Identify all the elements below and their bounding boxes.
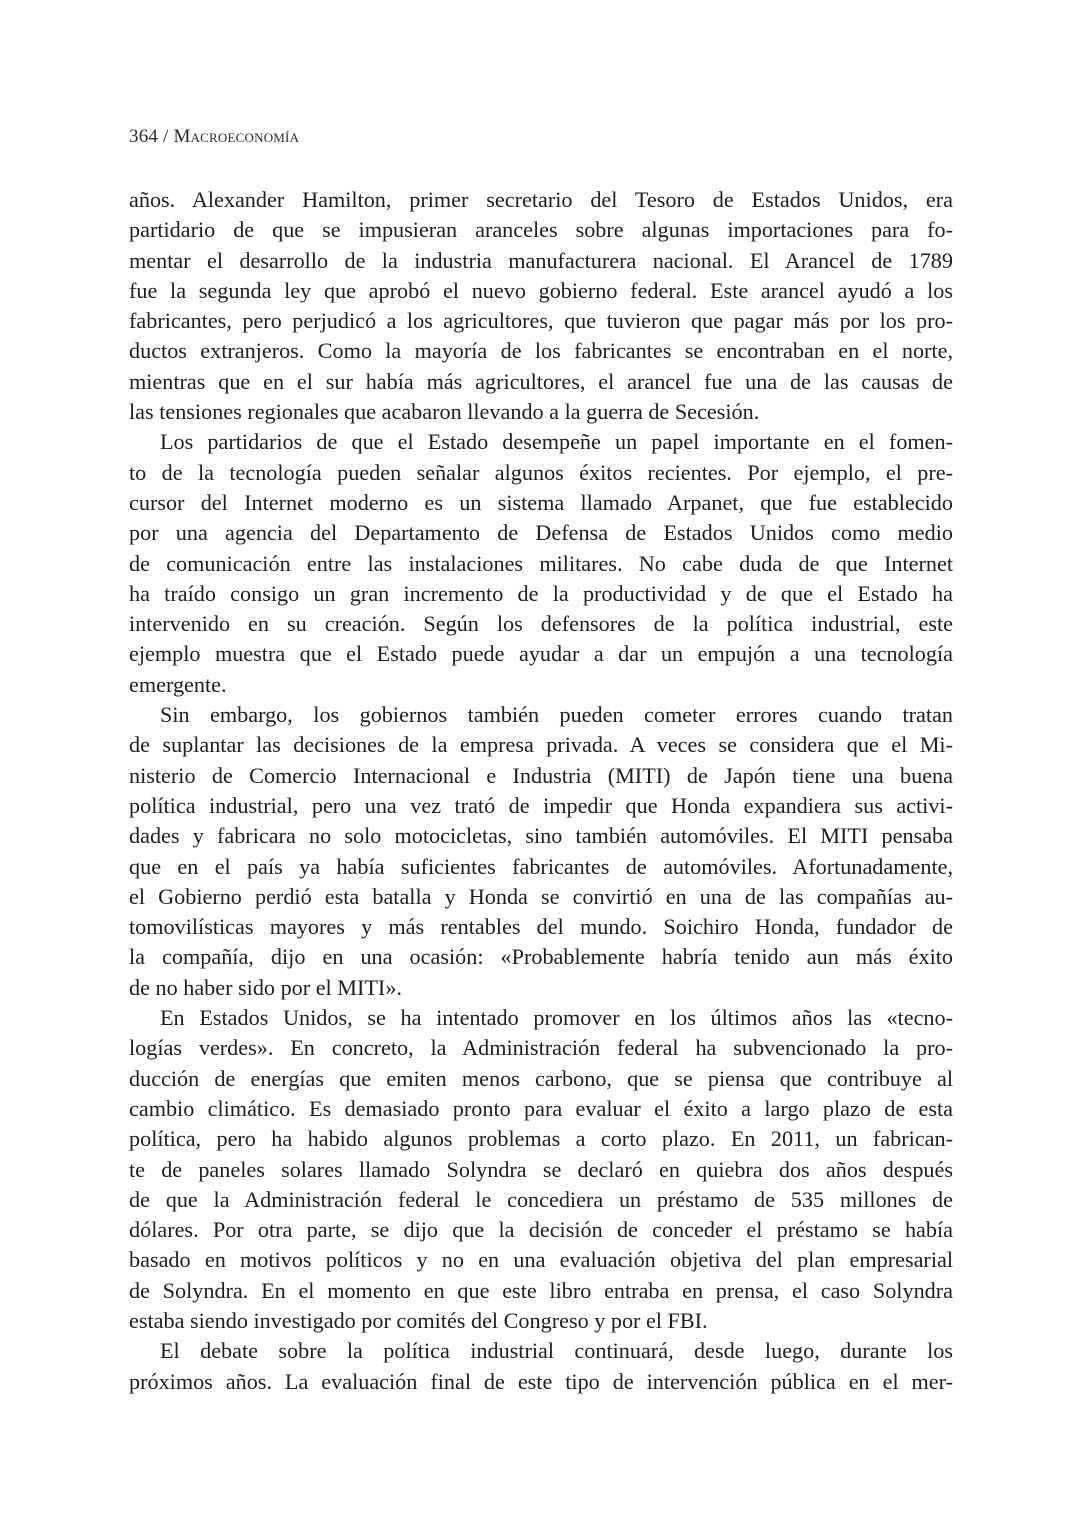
text-line: ejemplo muestra que el Estado puede ayudar a dar un empujón a una tecnología — [129, 641, 953, 667]
text-line: cursor del Internet moderno es un sistema llamado Arpanet, que fue establecido — [129, 489, 953, 515]
text-line: El debate sobre la política industrial continuará, desde luego, durante los — [160, 1338, 953, 1364]
text-line: dades y fabricara no solo motocicletas, sino también automóviles. El MITI pensaba — [129, 823, 953, 849]
text-line: tomovilísticas mayores y más rentables del mundo. Soichiro Honda, fundador de — [129, 914, 953, 940]
book-title: Macroeconomía — [173, 126, 300, 147]
paragraph — [129, 185, 953, 427]
text-line: to de la tecnología pueden señalar algunos éxitos recientes. Por ejemplo, el pre- — [129, 459, 953, 485]
text-line: próximos años. La evaluación final de este tipo de intervención pública en el mer- — [129, 1368, 953, 1394]
text-line: que en el país ya había suficientes fabricantes de automóviles. Afortunadamente, — [129, 853, 953, 879]
text-line: basado en motivos políticos y no en una evaluación objetiva del plan empresarial — [129, 1247, 953, 1273]
text-line: de que la Administración federal le concediera un préstamo de 535 millones de — [129, 1186, 953, 1212]
running-head — [129, 126, 299, 148]
text-line: te de paneles solares llamado Solyndra se declaró en quiebra dos años después — [129, 1156, 953, 1182]
text-line: política industrial, pero una vez trató de impedir que Honda expandiera sus activi- — [129, 792, 953, 818]
text-line: mentar el desarrollo de la industria manufacturera nacional. El Arancel de 1789 — [129, 247, 953, 273]
text-line: Sin embargo, los gobiernos también pueden cometer errores cuando tratan — [160, 702, 953, 728]
text-line: dólares. Por otra parte, se dijo que la decisión de conceder el préstamo se había — [129, 1217, 953, 1243]
text-line: En Estados Unidos, se ha intentado promover en los últimos años las «tecno- — [160, 1005, 953, 1031]
text-line: mientras que en el sur había más agricultores, el arancel fue una de las causas de — [129, 368, 953, 394]
page-number: 364 — [129, 126, 159, 147]
text-line: la compañía, dijo en una ocasión: «Probablemente habría tenido aun más éxito — [129, 944, 953, 970]
text-line: de suplantar las decisiones de la empresa privada. A veces se considera que el Mi- — [129, 732, 953, 758]
text-line: fabricantes, pero perjudicó a los agricultores, que tuvieron que pagar más por los pro- — [129, 308, 953, 334]
text-line: de no haber sido por el MITI». — [129, 974, 402, 1000]
text-line: ha traído consigo un gran incremento de la productividad y de que el Estado ha — [129, 580, 953, 606]
paragraph — [129, 427, 953, 700]
text-line: de comunicación entre las instalaciones militares. No cabe duda de que Internet — [129, 550, 953, 576]
text-line: intervenido en su creación. Según los defensores de la política industrial, este — [129, 611, 953, 637]
text-line: emergente. — [129, 671, 227, 697]
body-text — [129, 185, 953, 1397]
text-line: estaba siendo investigado por comités del Congreso y por el FBI. — [129, 1307, 708, 1333]
text-line: Los partidarios de que el Estado desempeñe un papel importante en el fomen- — [160, 429, 953, 455]
text-line: política, pero ha habido algunos problemas a corto plazo. En 2011, un fabrican- — [129, 1126, 953, 1152]
running-head-separator: / — [158, 126, 174, 147]
text-line: fue la segunda ley que aprobó el nuevo gobierno federal. Este arancel ayudó a los — [129, 277, 953, 303]
text-line: el Gobierno perdió esta batalla y Honda se convirtió en una de las compañías au- — [129, 883, 953, 909]
paragraph — [129, 1336, 953, 1397]
text-line: las tensiones regionales que acabaron llevando a la guerra de Secesión. — [129, 399, 760, 425]
text-line: por una agencia del Departamento de Defensa de Estados Unidos como medio — [129, 520, 953, 546]
paragraph — [129, 1003, 953, 1336]
text-line: logías verdes». En concreto, la Administración federal ha subvencionado la pro- — [129, 1035, 953, 1061]
text-line: cambio climático. Es demasiado pronto para evaluar el éxito a largo plazo de esta — [129, 1095, 953, 1121]
text-line: partidario de que se impusieran aranceles sobre algunas importaciones para fo- — [129, 217, 953, 243]
text-line: de Solyndra. En el momento en que este libro entraba en prensa, el caso Solyndra — [129, 1277, 953, 1303]
text-line: nisterio de Comercio Internacional e Industria (MITI) de Japón tiene una buena — [129, 762, 953, 788]
text-line: años. Alexander Hamilton, primer secretario del Tesoro de Estados Unidos, era — [129, 187, 953, 212]
text-line: ducción de energías que emiten menos carbono, que se piensa que contribuye al — [129, 1065, 953, 1091]
paragraph — [129, 700, 953, 1003]
text-line: ductos extranjeros. Como la mayoría de los fabricantes se encontraban en el norte, — [129, 338, 953, 364]
